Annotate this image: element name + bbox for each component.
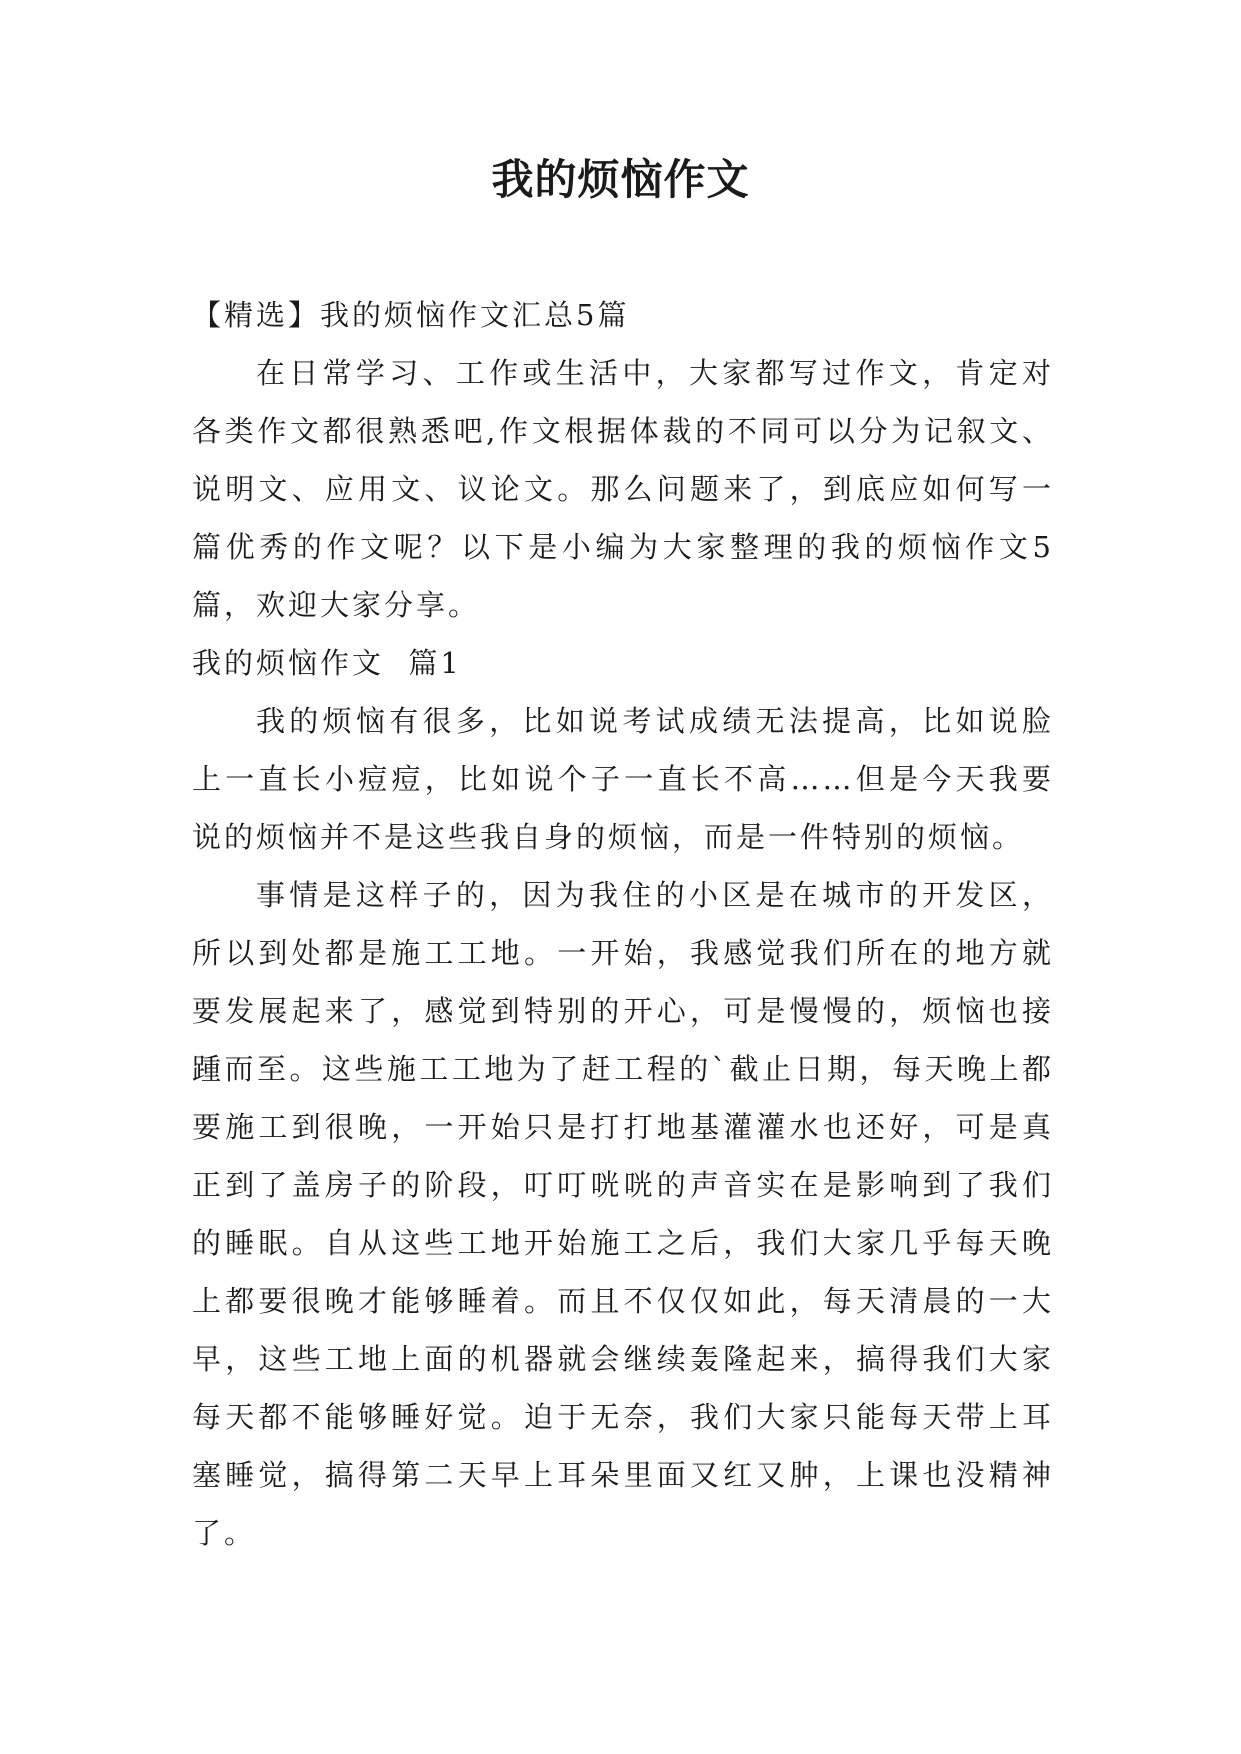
- body-paragraph: 我的烦恼有很多，比如说考试成绩无法提高，比如说脸上一直长小痘痘，比如说个子一直长不高……但是今天我要说的烦恼并不是这些我自身的烦恼，而是一件特别的烦恼。: [192, 704, 1054, 854]
- document-body: [192, 286, 1054, 1562]
- section-heading: 我的烦恼作文 篇1: [192, 646, 462, 680]
- document-title: 我的烦恼作文: [491, 155, 750, 204]
- body-paragraph: 事情是这样子的，因为我住的小区是在城市的开发区，所以到处都是施工工地。一开始，我感觉我们所在的地方就要发展起来了，感觉到特别的开心，可是慢慢的，烦恼也接踵而至。这些施工工地为了赶工程的`截止日期，每天晚上都要施工到很晚，一开始只是打打地基灌灌水也还好，可是真正到了盖房子的阶段，叮叮咣咣的声音实在是影响到了我们的睡眠。自从这些工地开始施工之后，我们大家几乎每天晚上都要很晚才能够睡着。而且不仅仅如此，每天清晨的一大早，这些工地上面的机器就会继续轰隆起来，搞得我们大家每天都不能够睡好觉。迫于无奈，我们大家只能每天带上耳塞睡觉，搞得第二天早上耳朵里面又红又肿，上课也没精神了。: [192, 878, 1054, 1550]
- intro-paragraph: 在日常学习、工作或生活中，大家都写过作文，肯定对各类作文都很熟悉吧,作文根据体裁的不同可以分为记叙文、说明文、应用文、议论文。那么问题来了，到底应如何写一篇优秀的作文呢？以下是小编为大家整理的我的烦恼作文5篇，欢迎大家分享。: [192, 356, 1054, 622]
- document-subtitle: 【精选】我的烦恼作文汇总5篇: [192, 298, 630, 332]
